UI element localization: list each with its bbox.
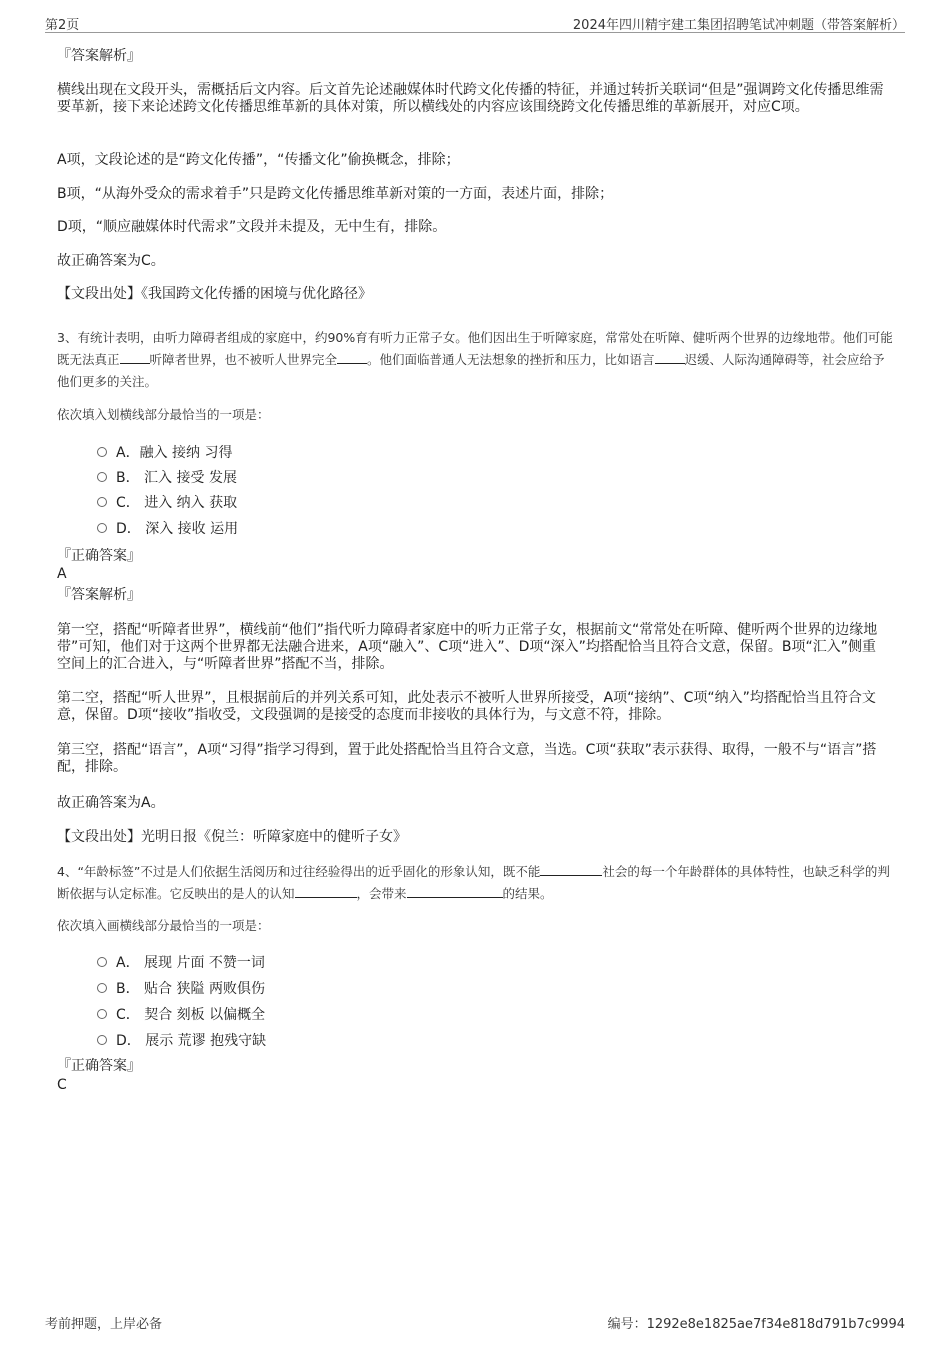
radio-icon[interactable] [97, 1035, 107, 1045]
q4-option-b[interactable]: B． 贴合 狭隘 两败俱伤 [97, 978, 265, 998]
q3-option-c[interactable]: C． 进入 纳入 获取 [97, 492, 237, 512]
q4-instruction: 依次填入画横线部分最恰当的一项是： [57, 918, 270, 933]
q4-option-a[interactable]: A． 展现 片面 不赞一词 [97, 952, 265, 972]
q2-option-d-analysis: D项，“顺应融媒体时代需求”文段并未提及，无中生有，排除。 [57, 219, 447, 235]
q3-conclusion: 故正确答案为A。 [57, 795, 165, 811]
q3-source: 【文段出处】光明日报《倪兰：听障家庭中的健听子女》 [57, 829, 407, 845]
q3-stem: 3、有统计表明，由听力障碍者组成的家庭中，约90%育有听力正常子女。他们因出生于听障家庭，常常处在听障、健听两个世界的边缘地带。他们可能既无法真正 听障者世界，也不被听人世界完全 。他们面临普通人无法想象的挫折和压力，比如语言 迟缓、人际沟通障碍等，社会应给予他们更多的关注。 [57, 330, 893, 389]
q3-instruction: 依次填入划横线部分最恰当的一项是： [57, 407, 270, 422]
q3-analysis-3: 第三空，搭配“语言”，A项“习得”指学习得到，置于此处搭配恰当且符合文意，当选。C项“获取”表示获得、取得，一般不与“语言”搭配，排除。 [57, 742, 877, 775]
q3-option-a[interactable]: A．融入 接纳 习得 [97, 442, 232, 462]
blank-2 [295, 885, 357, 898]
blank-3 [655, 351, 685, 364]
q2-source: 【文段出处】《我国跨文化传播的困境与优化路径》 [57, 286, 372, 302]
blank-1 [120, 351, 150, 364]
q4-answer: C [57, 1077, 67, 1093]
blank-3 [407, 885, 503, 898]
q3-answer-label: 『正确答案』 [57, 548, 141, 564]
q4-option-c[interactable]: C． 契合 刻板 以偏概全 [97, 1004, 265, 1024]
q2-analysis-text: 横线出现在文段开头，需概括后文内容。后文首先论述融媒体时代跨文化传播的特征，并通过转折关联词“但是”强调跨文化传播思维需要革新，接下来论述跨文化传播思维革新的具体对策，所以横线处的内容应该围绕跨文化传播思维的革新展开，对应C项。 [57, 82, 884, 115]
page-number: 第2页 [45, 18, 80, 33]
q3-analysis-1: 第一空，搭配“听障者世界”，横线前“他们”指代听力障碍者家庭中的听力正常子女，根据前文“常常处在听障、健听两个世界的边缘地带”可知，他们对于这两个世界都无法融合进来，A项“融入”、C项“进入”、D项“深入”均搭配恰当且符合文意，保留。B项“汇入”侧重空间上的汇合进入，与“听障者世界”搭配不当，排除。 [57, 622, 878, 672]
radio-icon[interactable] [97, 497, 107, 507]
q2-option-a-analysis: A项，文段论述的是“跨文化传播”，“传播文化”偷换概念，排除； [57, 152, 460, 168]
radio-icon[interactable] [97, 447, 107, 457]
q4-stem: 4、“年龄标签”不过是人们依据生活阅历和过往经验得出的近乎固化的形象认知，既不能 社会的每一个年龄群体的具体特性，也缺乏科学的判断依据与认定标准。它反映出的是人的认知 ，会带来 的结果。 [57, 864, 890, 901]
blank-1 [540, 863, 602, 876]
radio-icon[interactable] [97, 1009, 107, 1019]
document-id: 编号：1292e8e1825ae7f34e818d791b7c9994 [607, 1317, 905, 1332]
q3-option-b[interactable]: B． 汇入 接受 发展 [97, 467, 237, 487]
q2-option-b-analysis: B项，“从海外受众的需求着手”只是跨文化传播思维革新对策的一方面，表述片面，排除； [57, 186, 614, 202]
q3-analysis-2: 第二空，搭配“听人世界”，且根据前后的并列关系可知，此处表示不被听人世界所接受，A项“接纳”、C项“纳入”均搭配恰当且符合文意，保留。D项“接收”指收受，文段强调的是接受的态度而非接收的具体行为，与文意不符，排除。 [57, 690, 876, 723]
q2-conclusion: 故正确答案为C。 [57, 253, 165, 269]
radio-icon[interactable] [97, 472, 107, 482]
radio-icon[interactable] [97, 523, 107, 533]
document-title: 2024年四川精宇建工集团招聘笔试冲刺题（带答案解析） [572, 18, 905, 33]
q3-analysis-label: 『答案解析』 [57, 587, 141, 603]
q2-analysis-label: 『答案解析』 [57, 48, 141, 64]
radio-icon[interactable] [97, 983, 107, 993]
page-header [45, 12, 905, 33]
radio-icon[interactable] [97, 957, 107, 967]
blank-2 [337, 351, 367, 364]
q3-option-d[interactable]: D． 深入 接收 运用 [97, 518, 238, 538]
q4-answer-label: 『正确答案』 [57, 1058, 141, 1074]
q3-answer: A [57, 566, 67, 582]
footer-slogan: 考前押题，上岸必备 [45, 1317, 163, 1332]
q4-option-d[interactable]: D． 展示 荒谬 抱残守缺 [97, 1030, 266, 1050]
